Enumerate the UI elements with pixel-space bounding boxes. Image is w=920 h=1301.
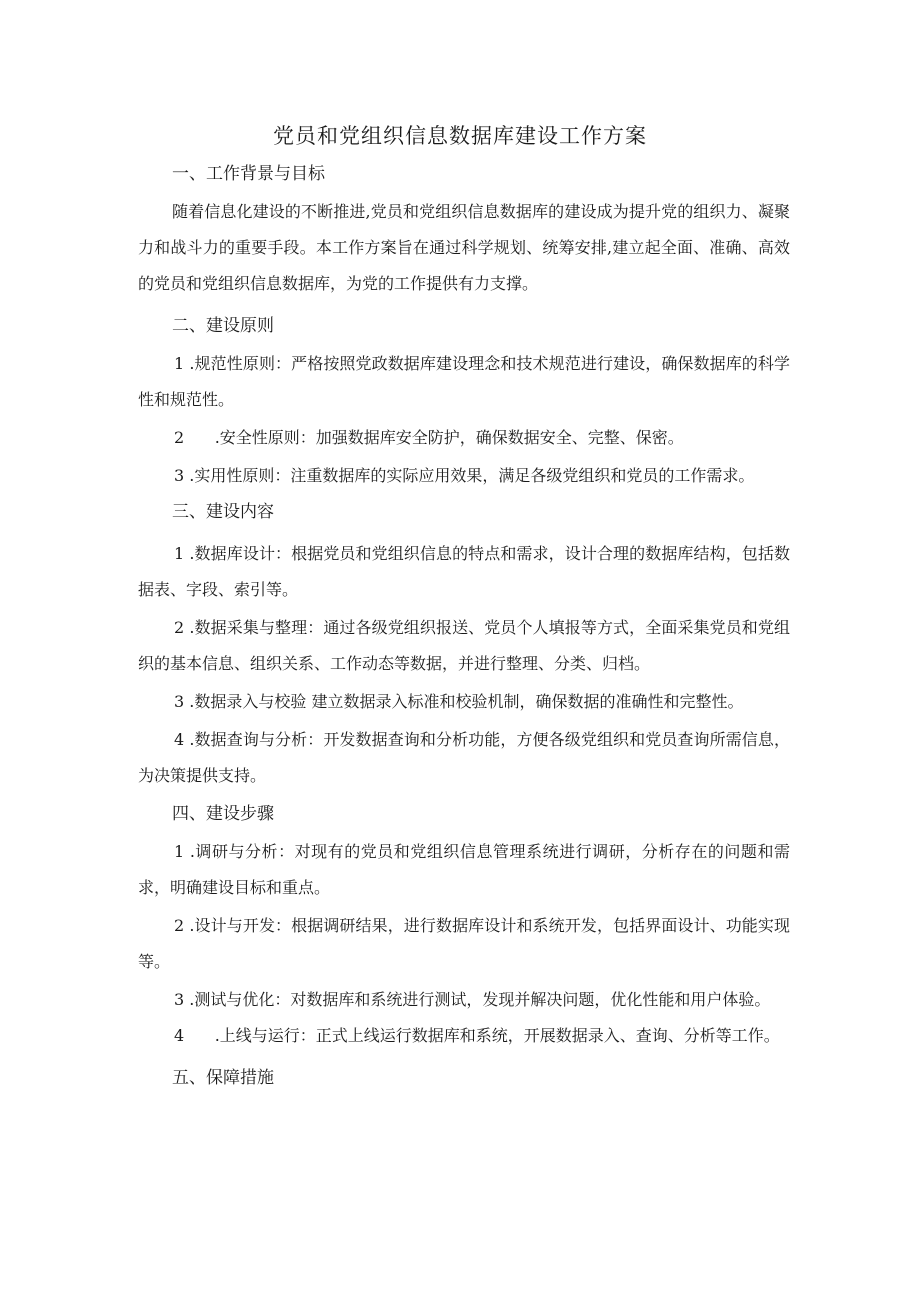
item-number: 3 — [174, 466, 185, 485]
item-number: 2 — [174, 916, 185, 935]
item-number: 4 — [174, 730, 185, 749]
item-number: 2 — [174, 618, 185, 637]
item-text: .实用性原则：注重数据库的实际应用效果，满足各级党组织和党员的工作需求。 — [189, 466, 755, 485]
item-number: 3 — [174, 692, 185, 711]
item-text: .上线与运行：正式上线运行数据库和系统，开展数据录入、查询、分析等工作。 — [214, 1026, 780, 1045]
item-text: .数据录入与校验 建立数据录入标准和校验机制，确保数据的准确性和完整性。 — [189, 692, 744, 711]
section-heading-content: 三、建设内容 — [172, 502, 274, 522]
item-number: 1 — [174, 842, 185, 861]
item-text: .规范性原则：严格按照党政数据库建设理念和技术规范进行建设，确保数据库的科学性和规范性。 — [138, 354, 790, 409]
list-item — [138, 420, 790, 456]
list-item — [138, 908, 790, 980]
section-paragraph-background: 随着信息化建设的不断推进,党员和党组织信息数据库的建设成为提升党的组织力、凝聚力和战斗力的重要手段。本工作方案旨在通过科学规划、统筹安排,建立起全面、准确、高效的党员和党组织信息数据库，为党的工作提供有力支撑。 — [138, 202, 790, 293]
list-item — [138, 722, 790, 794]
item-number: 1 — [174, 354, 185, 373]
item-text: .调研与分析：对现有的党员和党组织信息管理系统进行调研，分析存在的问题和需求，明确建设目标和重点。 — [138, 842, 790, 897]
list-item — [138, 610, 790, 682]
list-item — [138, 458, 790, 494]
list-item — [138, 536, 790, 608]
item-number: 1 — [174, 544, 185, 563]
item-number: 2 — [174, 428, 185, 447]
item-text: .安全性原则：加强数据库安全防护，确保数据安全、完整、保密。 — [214, 428, 684, 447]
section-heading-safeguards: 五、保障措施 — [172, 1068, 274, 1088]
list-item — [138, 834, 790, 906]
item-number: 3 — [174, 990, 185, 1009]
list-item — [138, 684, 790, 720]
list-item — [138, 1018, 790, 1054]
section-heading-background: 一、工作背景与目标 — [172, 164, 325, 184]
item-text: .设计与开发：根据调研结果，进行数据库设计和系统开发，包括界面设计、功能实现等。 — [138, 916, 790, 971]
document-title: 党员和党组织信息数据库建设工作方案 — [273, 124, 647, 148]
list-item — [138, 982, 790, 1018]
item-text: .数据库设计：根据党员和党组织信息的特点和需求，设计合理的数据库结构，包括数据表、字段、索引等。 — [138, 544, 790, 599]
item-text: .数据采集与整理：通过各级党组织报送、党员个人填报等方式，全面采集党员和党组织的基本信息、组织关系、工作动态等数据，并进行整理、分类、归档。 — [138, 618, 790, 673]
section-heading-principles: 二、建设原则 — [172, 316, 274, 336]
item-text: .数据查询与分析：开发数据查询和分析功能，方便各级党组织和党员查询所需信息，为决策提供支持。 — [138, 730, 790, 785]
section-heading-steps: 四、建设步骤 — [172, 804, 274, 824]
document-body — [138, 156, 790, 1096]
list-item — [138, 346, 790, 418]
item-number: 4 — [174, 1026, 185, 1045]
item-text: .测试与优化：对数据库和系统进行测试，发现并解决问题，优化性能和用户体验。 — [189, 990, 771, 1009]
